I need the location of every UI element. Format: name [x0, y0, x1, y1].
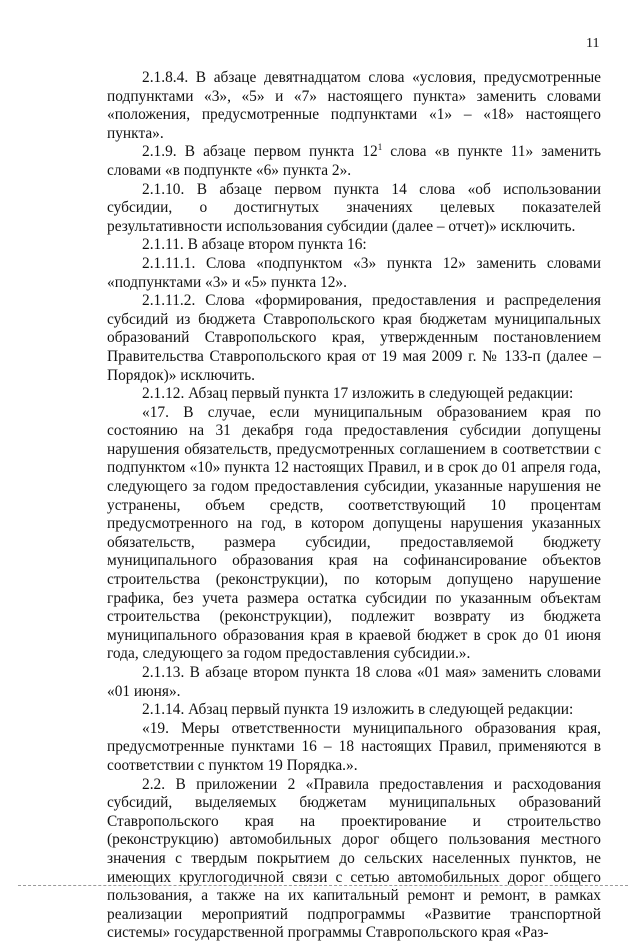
paragraph-text: 2.1.9. В абзаце первом пункта 12 — [142, 143, 378, 161]
paragraph-2-1-9 — [107, 143, 601, 180]
superscript: 1 — [377, 142, 383, 153]
paragraph-quote-17: «17. В случае, если муниципальным образованием края по состоянию на 31 декабря года предоставления субсидии допущены нарушения обязательств, предусмотренных соглашением в соответствии с подпунктом «10» пункта 12 настоящих Правил, и в срок до 01 апреля года, следующего за годом предоставления субсидии, указанные нарушения не устранены, объем средств, соответствующий 10 процентам предусмотренного на год, в котором допущены нарушения указанных обязательств, размера субсидии, предоставляемой бюджету муниципального образования края на софинансирование объектов строительства (реконструкции), по которым допущено нарушение графика, без учета размера остатка субсидии по указанным объектам строительства (реконструкции), подлежит возврату из бюджета муниципального образования края в краевой бюджет в срок до 01 июня года, следующего за годом предоставления субсидии.». — [107, 403, 601, 663]
paragraph-2-1-11-2: 2.1.11.2. Слова «формирования, предоставления и распределения субсидий из бюджета Ставропольского края бюджетам муниципальных образований Ставропольского края, утвержденным постановлением Правительства Ставропольского края от 19 мая 2009 г. № 133-п (далее – Порядок)» исключить. — [107, 292, 601, 384]
paragraph-2-1-10: 2.1.10. В абзаце первом пункта 14 слова «об использовании субсидии, о достигнутых значениях целевых показателей результативности использования субсидии (далее – отчет)» исключить. — [107, 180, 601, 235]
paragraph-2-1-14: 2.1.14. Абзац первый пункта 19 изложить в следующей редакции: — [142, 701, 574, 719]
paragraph-2-1-8-4: 2.1.8.4. В абзаце девятнадцатом слова «условия, предусмотренные подпунктами «3», «5» и «7» настоящего пункта» заменить словами «положения, предусмотренные подпунктами «1» – «18» настоящего пункта». — [107, 69, 601, 142]
paragraph-quote-19: «19. Меры ответственности муниципального образования края, предусмотренные пунктами 16 – 18 настоящих Правил, применяются в соответствии с пунктом 19 Порядка.». — [107, 719, 601, 774]
paragraph-text: слова «в пункте 11» заменить словами «в подпункте «6» пункта 2». — [107, 143, 601, 179]
paragraph-2-1-12: 2.1.12. Абзац первый пункта 17 изложить в следующей редакции: — [142, 385, 574, 403]
document-body — [107, 69, 601, 943]
paragraph-2-1-13: 2.1.13. В абзаце втором пункта 18 слова «01 мая» заменить словами «01 июня». — [107, 664, 601, 700]
paragraph-2-1-11-1: 2.1.11.1. Слова «подпунктом «3» пункта 12» заменить словами «подпунктами «3» и «5» пункта 12». — [107, 254, 601, 291]
paragraph-2-2: 2.2. В приложении 2 «Правила предоставления и расходования субсидий, выделяемых бюджетам муниципальных образований Ставропольского края на проектирование и строительство (реконструкцию) автомобильных дорог общего пользования местного значения с твердым покрытием до сельских населенных пунктов, не имеющих круглогодичной связи с сетью автомобильных дорог общего пользования, а также на их капитальный ремонт и ремонт, в рамках реализации мероприятий подпрограммы «Развитие транспортной системы» государственной программы Ставропольского края «Раз- — [107, 775, 601, 942]
page-number: 11 — [586, 36, 600, 51]
paragraph-2-1-11: 2.1.11. В абзаце втором пункта 16: — [142, 236, 367, 254]
scan-edge-line — [18, 885, 628, 886]
